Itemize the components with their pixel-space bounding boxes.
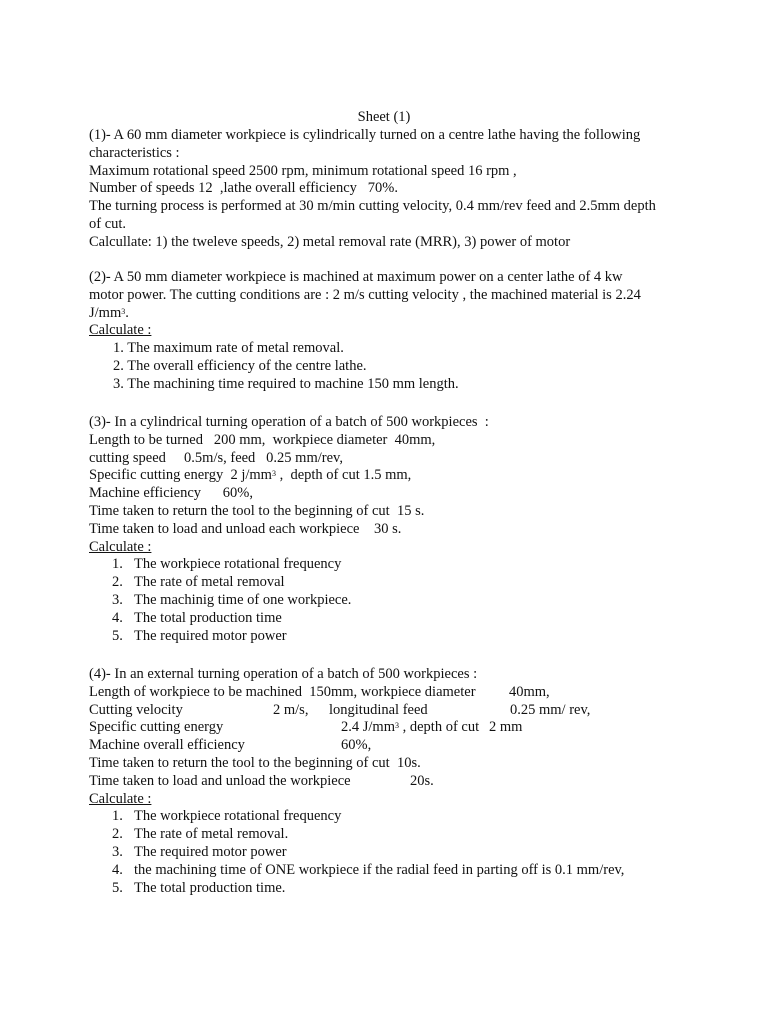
q4-row-efficiency [89,737,729,755]
item-number: 2. [112,574,123,591]
q2-unit-end: . [125,304,129,321]
q3-energy-line [89,467,729,485]
item-number: 4. [112,861,123,878]
q4-depth-label: , depth of cut [398,719,480,736]
q4-calculate-heading: Calculate : [89,790,152,807]
q4-intro: (4)- In an external turning operation of a batch of 500 workpieces : [89,666,478,682]
q4-load-value: 20s. [410,772,434,789]
q4-task-list [89,808,729,897]
question-3 [89,414,729,645]
item-text: The rate of metal removal [134,574,285,591]
q3-depth-text: , depth of cut 1.5 mm, [275,467,412,484]
list-item [89,592,729,610]
item-number: 1. [112,556,123,573]
item-number: 4. [112,609,123,626]
q3-energy-exponent: 3 [271,469,276,479]
item-text: The required motor power [134,627,287,644]
q3-task-list [89,556,729,645]
q1-line: Calcullate: 1) the tweleve speeds, 2) metal removal rate (MRR), 3) power of motor [89,233,571,250]
item-number: 5. [112,627,123,644]
list-item [89,610,729,628]
q4-load-label: Time taken to load and unload the workpiece [89,772,351,789]
list-item [89,556,729,574]
q4-row-load [89,773,729,791]
q3-line: Time taken to return the tool to the beginning of cut 15 s. [89,502,425,519]
q4-row-velocity [89,702,729,720]
list-item [89,340,729,358]
item-text: The rate of metal removal. [134,826,289,843]
item-number: 5. [112,879,123,896]
item-number: 1. [113,340,124,357]
q4-efficiency-label: Machine overall efficiency [89,737,245,754]
q2-unit-exponent: 3 [121,306,126,316]
q4-energy-exponent: 3 [394,721,399,731]
q4-diameter-value: 40mm, [509,683,550,700]
sheet-title: Sheet (1) [357,109,411,125]
q4-length-text: Length of workpiece to be machined 150mm, workpiece diameter [89,683,476,700]
q2-unit-line [89,305,729,323]
q4-feed-value: 0.25 mm/ rev, [510,701,591,718]
list-item [89,844,729,862]
item-number: 2. [113,357,124,374]
item-text: The maximum rate of metal removal. [127,340,344,357]
list-item [89,826,729,844]
q4-feed-label: longitudinal feed [329,701,428,718]
q1-line: Number of speeds 12 ,lathe overall efficiency 70%. [89,180,398,197]
q3-line: Length to be turned 200 mm, workpiece diameter 40mm, [89,431,436,448]
item-text: The machining time required to machine 150 mm length. [127,375,459,392]
q4-row-length [89,684,729,702]
item-text: The total production time [134,609,282,626]
q1-line: of cut. [89,215,127,232]
question-2 [89,269,729,394]
q4-energy-value: 2.4 J/mm [341,719,395,736]
list-item [89,862,729,880]
item-text: the machining time of ONE workpiece if the radial feed in parting off is 0.1 mm/rev, [134,861,625,878]
q2-line: motor power. The cutting conditions are : 2 m/s cutting velocity , the machined material is 2.24 [89,286,641,303]
item-number: 1. [112,808,123,825]
q2-calculate-heading: Calculate : [89,322,152,339]
item-text: The overall efficiency of the centre lathe. [127,357,367,374]
item-text: The machinig time of one workpiece. [134,591,352,608]
item-number: 3. [112,591,123,608]
q3-line: (3)- In a cylindrical turning operation of a batch of 500 workpieces : [89,414,489,430]
q2-unit: J/mm [89,304,122,321]
list-item [89,808,729,826]
q4-depth-value: 2 mm [488,719,523,736]
q2-task-list [89,340,729,393]
item-text: The workpiece rotational frequency [134,556,342,573]
q2-line: (2)- A 50 mm diameter workpiece is machined at maximum power on a center lathe of 4 kw [89,269,623,285]
q1-line: (1)- A 60 mm diameter workpiece is cylindrically turned on a centre lathe having the following [89,127,641,143]
item-text: The required motor power [134,843,287,860]
item-text: The total production time. [134,879,286,896]
q1-line: The turning process is performed at 30 m/min cutting velocity, 0.4 mm/rev feed and 2.5mm depth [89,198,656,215]
q3-line: Machine efficiency 60%, [89,485,254,502]
q4-energy-label: Specific cutting energy [89,719,224,736]
list-item [89,880,729,898]
item-number: 3. [112,843,123,860]
q4-efficiency-value: 60%, [341,737,372,754]
q3-calculate-heading: Calculate : [89,538,152,555]
q4-velocity-label: Cutting velocity [89,701,183,718]
question-4 [89,666,729,897]
list-item [89,574,729,592]
q1-line: characteristics : [89,144,180,161]
q4-velocity-value: 2 m/s, [273,701,309,718]
item-number: 3. [113,375,124,392]
list-item [89,358,729,376]
q3-line: Time taken to load and unload each workpiece 30 s. [89,520,402,537]
list-item [89,376,729,394]
q3-line: cutting speed 0.5m/s, feed 0.25 mm/rev, [89,449,343,466]
item-number: 2. [112,826,123,843]
question-1 [89,127,729,252]
q3-energy-text: Specific cutting energy 2 j/mm [89,467,272,484]
q4-row-energy [89,719,729,737]
item-text: The workpiece rotational frequency [134,808,342,825]
list-item [89,628,729,646]
q1-line: Maximum rotational speed 2500 rpm, minimum rotational speed 16 rpm , [89,162,517,179]
q4-row-return: Time taken to return the tool to the beginning of cut 10s. [89,754,421,771]
